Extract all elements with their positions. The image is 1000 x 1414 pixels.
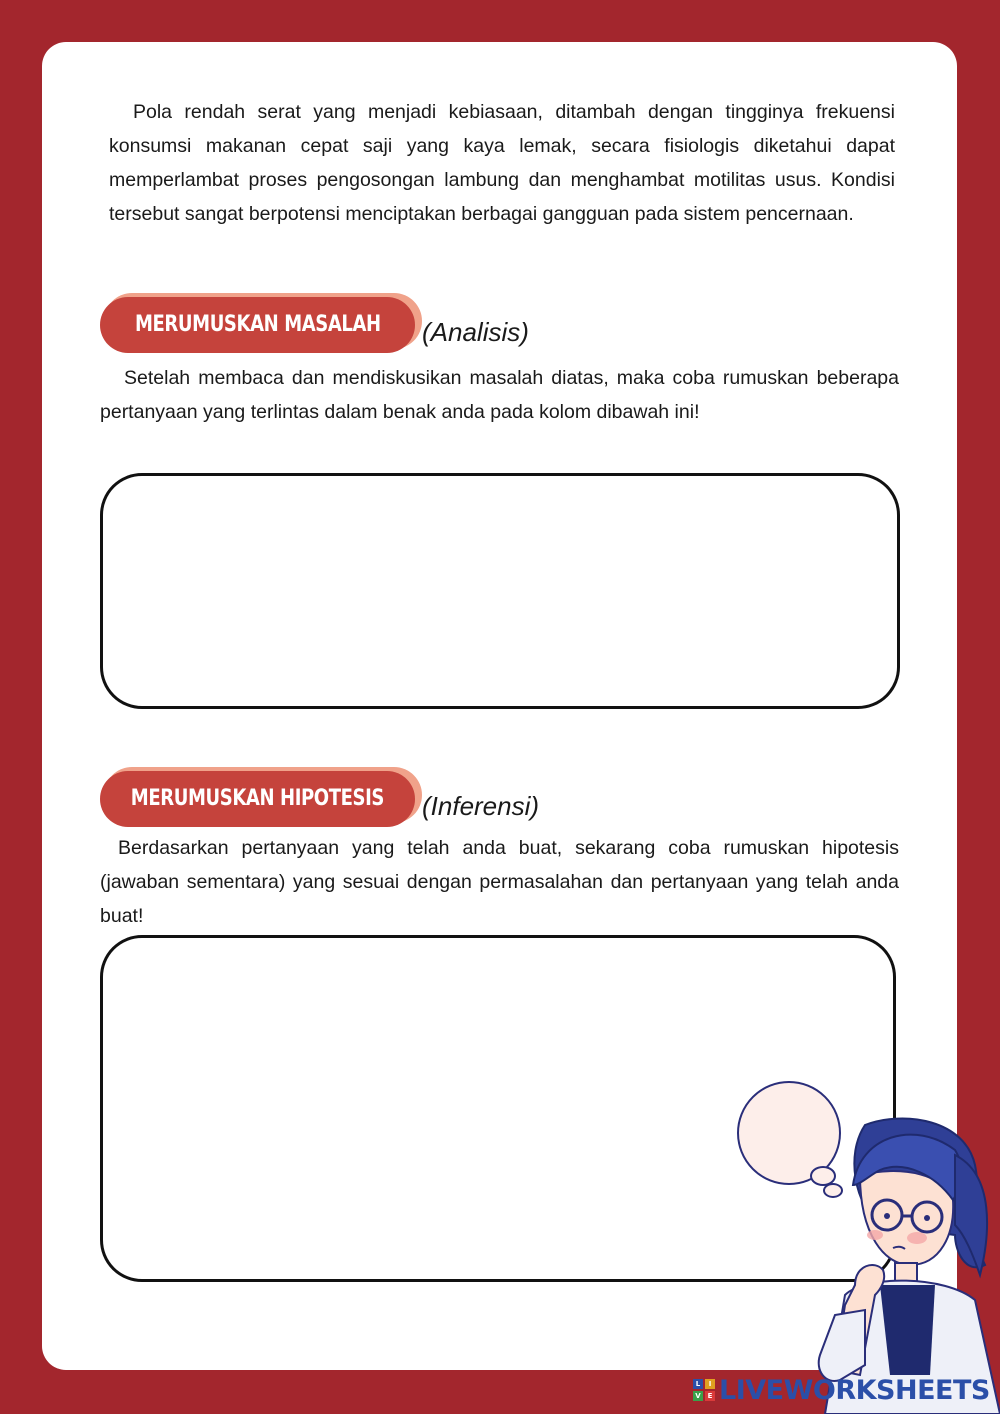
logo-squares-icon: L I V E	[693, 1379, 715, 1401]
section2-heading: MERUMUSKAN HIPOTESIS	[100, 771, 415, 827]
section1-instruction: Setelah membaca dan mendiskusikan masalah diatas, maka coba rumuskan beberapa pertanyaan yang terlintas dalam benak anda pada kolom dibawah ini!	[100, 367, 899, 423]
problem-answer-box[interactable]	[100, 473, 900, 709]
liveworksheets-logo[interactable]	[693, 1373, 990, 1407]
thinking-girl-illustration	[805, 1115, 1000, 1414]
section1-tag: (Analisis)	[422, 317, 529, 347]
section2-tag: (Inferensi)	[422, 791, 540, 821]
section2-instruction: Berdasarkan pertanyaan yang telah anda buat, sekarang coba rumuskan hipotesis (jawaban sementara) yang sesuai dengan permasalahan dan pertanyaan yang telah anda buat!	[100, 837, 899, 927]
section1-heading: MERUMUSKAN MASALAH	[100, 297, 415, 353]
logo-text: LIVEWORKSHEETS	[719, 1374, 990, 1406]
intro-paragraph: Pola rendah serat yang menjadi kebiasaan, ditambah dengan tingginya frekuensi konsumsi makanan cepat saji yang kaya lemak, secara fisiologis diketahui dapat memperlambat proses pengosongan lambung dan menghambat motilitas usus. Kondisi tersebut sangat berpotensi menciptakan berbagai gangguan pada sistem pencernaan.	[109, 101, 895, 225]
